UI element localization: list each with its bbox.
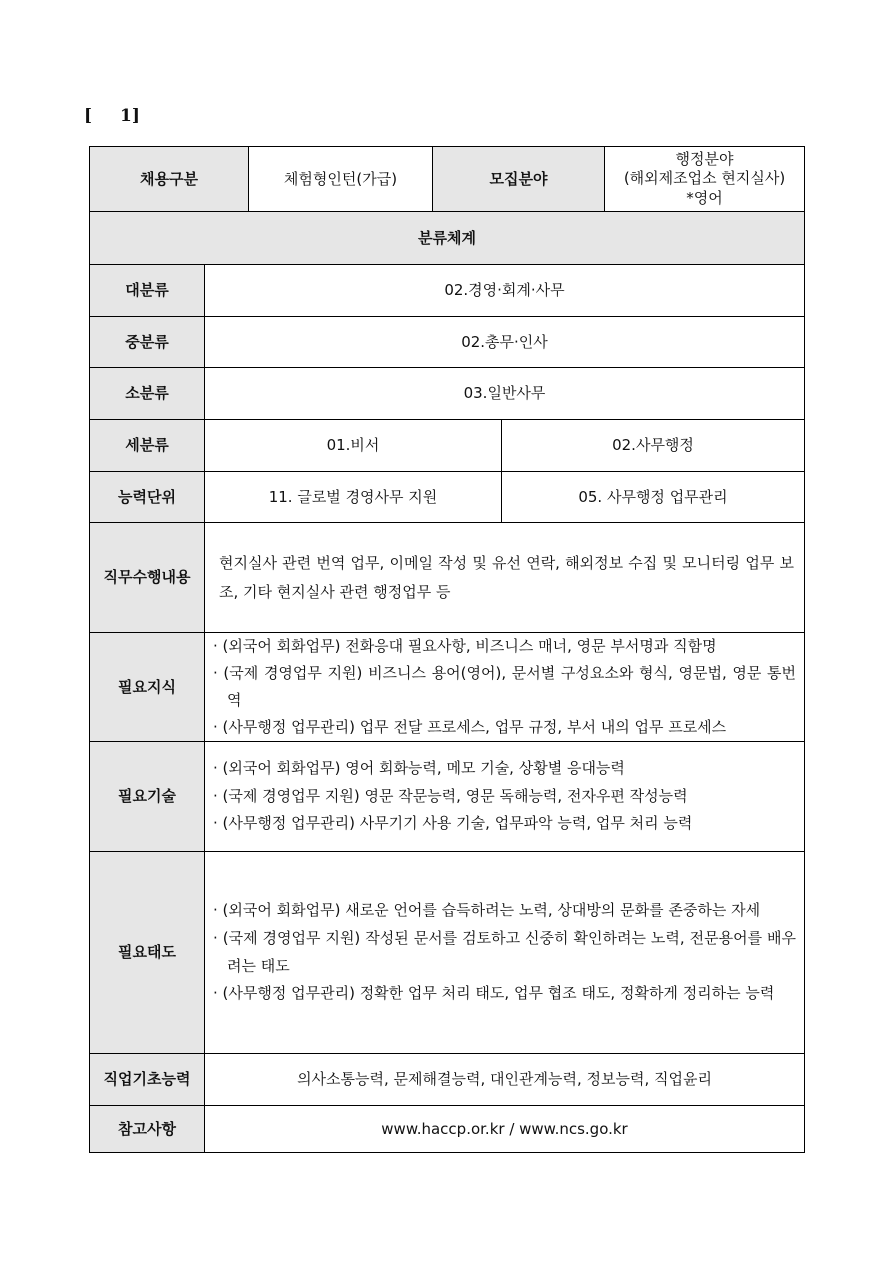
recruit-type-label: 채용구분 <box>90 147 249 212</box>
skills-item: · (외국어 회화업무) 영어 회화능력, 메모 기술, 상황별 응대능력 <box>213 758 625 777</box>
field-value-line: *영어 <box>686 188 723 207</box>
competency-unit-value: 05. 사무행정 업무관리 <box>502 472 805 523</box>
middle-category-value: 02.총무·인사 <box>205 317 805 368</box>
detail-category-value: 01.비서 <box>205 420 502 472</box>
competency-unit-label: 능력단위 <box>90 472 205 523</box>
skills-content <box>205 742 805 852</box>
field-value <box>605 147 805 212</box>
major-category-value: 02.경영·회계·사무 <box>205 265 805 317</box>
job-detail-table <box>89 211 805 1153</box>
skills-item: · (국제 경영업무 지원) 영문 작문능력, 영문 독해능력, 전자우편 작성능력 <box>213 786 688 805</box>
skills-label: 필요기술 <box>90 742 205 852</box>
attitude-item: · (외국어 회화업무) 새로운 언어를 습득하려는 노력, 상대방의 문화를 존중하는 자세 <box>213 901 761 919</box>
major-category-label: 대분류 <box>90 265 205 317</box>
field-value-line: 행정분야 <box>675 149 734 168</box>
classification-title: 분류체계 <box>90 212 805 265</box>
recruit-header-table <box>89 146 805 212</box>
attitude-item: · (사무행정 업무관리) 정확한 업무 처리 태도, 업무 협조 태도, 정확하게 정리하는 능력 <box>213 984 775 1003</box>
knowledge-item: · (국제 경영업무 지원) 비즈니스 용어(영어), 문서별 구성요소와 형식, 영문법, 영문 통번역 <box>213 664 797 709</box>
detail-category-value: 02.사무행정 <box>502 420 805 472</box>
competency-unit-value: 11. 글로벌 경영사무 지원 <box>205 472 502 523</box>
recruit-type-value: 체험형인턴(가급) <box>249 147 433 212</box>
minor-category-value: 03.일반사무 <box>205 368 805 420</box>
knowledge-item: · (사무행정 업무관리) 업무 전달 프로세스, 업무 규정, 부서 내의 업무 프로세스 <box>213 718 727 736</box>
attitude-label: 필요태도 <box>90 852 205 1054</box>
knowledge-item: · (외국어 회화업무) 전화응대 필요사항, 비즈니스 매너, 영문 부서명과 직함명 <box>213 637 717 655</box>
skills-item: · (사무행정 업무관리) 사무기기 사용 기술, 업무파악 능력, 업무 처리 능력 <box>213 814 693 833</box>
field-value-line: (해외제조업소 현지실사) <box>623 169 786 188</box>
reference-value: www.haccp.or.kr / www.ncs.go.kr <box>205 1106 805 1153</box>
attitude-content <box>205 852 805 1054</box>
document-section-label <box>84 106 140 126</box>
minor-category-label: 소분류 <box>90 368 205 420</box>
duty-text: 현지실사 관련 번역 업무, 이메일 작성 및 유선 연락, 해외정보 수집 및 모니터링 업무 보조, 기타 현지실사 관련 행정업무 등 <box>205 523 805 633</box>
knowledge-content <box>205 633 805 742</box>
middle-category-label: 중분류 <box>90 317 205 368</box>
attitude-item: · (국제 경영업무 지원) 작성된 문서를 검토하고 신중히 확인하려는 노력, 전문용어를 배우려는 태도 <box>213 928 797 975</box>
field-label: 모집분야 <box>433 147 605 212</box>
basic-competency-label: 직업기초능력 <box>90 1054 205 1106</box>
reference-label: 참고사항 <box>90 1106 205 1153</box>
duty-label: 직무수행내용 <box>90 523 205 633</box>
label-bracket: [ <box>84 106 93 126</box>
detail-category-label: 세분류 <box>90 420 205 472</box>
label-number: 1] <box>120 106 140 126</box>
knowledge-label: 필요지식 <box>90 633 205 742</box>
basic-competency-value: 의사소통능력, 문제해결능력, 대인관계능력, 정보능력, 직업윤리 <box>205 1054 805 1106</box>
